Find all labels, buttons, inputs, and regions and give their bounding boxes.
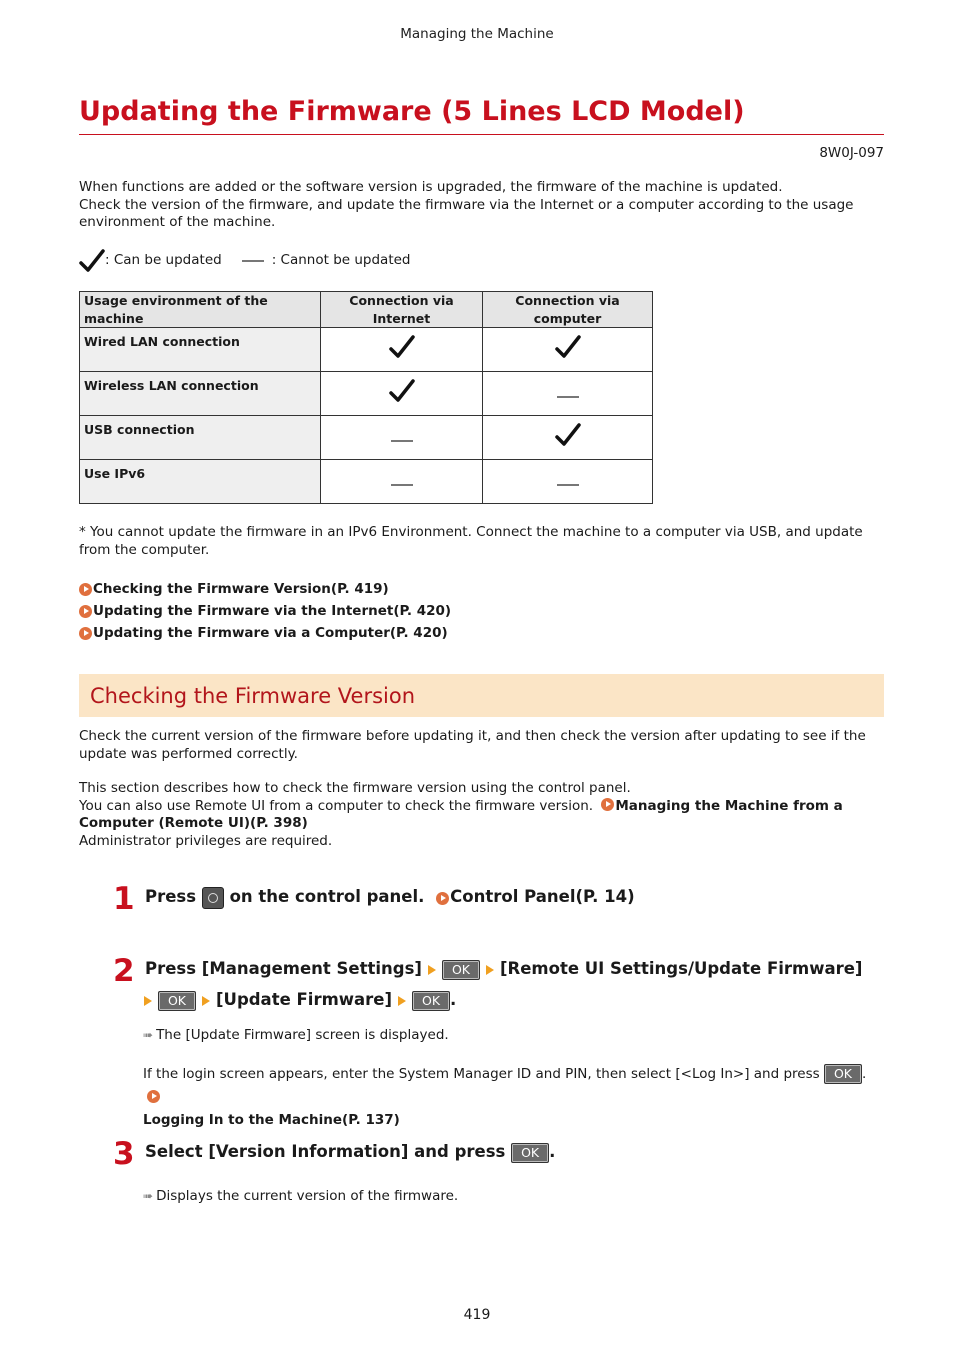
link-update-computer[interactable] (79, 622, 451, 644)
dash-icon (557, 396, 579, 398)
link-arrow-icon (79, 627, 92, 640)
dash-icon (391, 440, 413, 442)
step-number: 1 (113, 881, 135, 917)
check-icon (79, 249, 105, 273)
dash-icon (391, 484, 413, 486)
step-1-text-b: on the control panel. (229, 887, 425, 906)
legend (79, 249, 431, 273)
link-logging-in[interactable]: Logging In to the Machine(P. 137) (143, 1112, 400, 1128)
page-title: Updating the Firmware (5 Lines LCD Model) (79, 96, 745, 127)
title-divider (79, 134, 884, 135)
link-label: Updating the Firmware via the Internet(P. 420) (93, 603, 452, 619)
check-icon (389, 379, 415, 403)
ok-key: OK (158, 991, 196, 1011)
body-line-2 (79, 798, 879, 833)
table-cell (321, 372, 483, 416)
table-cell (483, 372, 653, 416)
result-arrow-icon: ➠ (143, 1189, 154, 1203)
table-cell (483, 416, 653, 460)
section-body (79, 780, 879, 850)
login-note-text: If the login screen appears, enter the System Manager ID and PIN, then select [<Log In>] and press (143, 1066, 820, 1082)
step-2-text-b: [Remote UI Settings/Update Firmware] (499, 959, 863, 978)
dash-icon (557, 484, 579, 486)
table-row (80, 372, 653, 416)
section-title: Checking the Firmware Version (90, 684, 416, 708)
legend-cannot-label: : Cannot be updated (271, 252, 411, 269)
page-number: 419 (463, 1307, 491, 1323)
legend-cannot (242, 252, 411, 270)
table-header: Usage environment of the machine (80, 292, 321, 328)
step-3-end: . (549, 1142, 556, 1161)
table-header-row (80, 292, 653, 328)
link-arrow-icon (147, 1090, 160, 1103)
section-links (79, 578, 451, 644)
table-cell (321, 460, 483, 504)
link-label: Updating the Firmware via a Computer(P. 420) (93, 625, 448, 641)
intro-line-1: When functions are added or the software version is upgraded, the firmware of the machine is updated. (79, 179, 783, 195)
page-header: Managing the Machine (400, 26, 554, 42)
step-2-result-text: The [Update Firmware] screen is displayed. (156, 1027, 449, 1043)
table-cell (483, 460, 653, 504)
row-label: USB connection (80, 416, 321, 460)
login-note (143, 1063, 888, 1132)
ok-key: OK (511, 1143, 549, 1163)
step-3-text (145, 1136, 555, 1167)
table-row (80, 328, 653, 372)
step-3-text-a: Select [Version Information] and press (145, 1142, 506, 1161)
table-cell (321, 328, 483, 372)
step-2-end: . (450, 990, 457, 1009)
step-3-result-text: Displays the current version of the firmware. (156, 1188, 459, 1204)
table-header: Connection via computer (483, 292, 653, 328)
link-arrow-icon (601, 798, 614, 811)
step-2-text (145, 953, 885, 984)
step-number: 3 (113, 1136, 135, 1172)
table-row (80, 460, 653, 504)
body-line-3: Administrator privileges are required. (79, 832, 333, 849)
link-arrow-icon (79, 605, 92, 618)
row-label: Wired LAN connection (80, 328, 321, 372)
arrow-icon (428, 965, 436, 975)
step-1-text (145, 881, 635, 912)
table-cell (483, 328, 653, 372)
check-icon (389, 335, 415, 359)
dash-icon (242, 260, 264, 262)
step-2-text-c: [Update Firmware] (216, 990, 393, 1009)
check-icon (555, 335, 581, 359)
link-arrow-icon (436, 892, 449, 905)
login-note-end: . (861, 1066, 867, 1082)
step-3-result (143, 1188, 458, 1206)
link-control-panel[interactable]: Control Panel(P. 14) (450, 887, 635, 906)
arrow-icon (202, 996, 210, 1006)
step-1-text-a: Press (145, 887, 197, 906)
home-button-icon (202, 887, 224, 909)
document-id: 8W0J-097 (819, 145, 884, 161)
ok-key: OK (412, 991, 450, 1011)
firmware-update-table (79, 291, 653, 504)
section-intro: Check the current version of the firmware before updating it, and then check the version after updating to see if the update was performed correctly. (79, 728, 866, 762)
result-arrow-icon: ➠ (143, 1028, 154, 1042)
link-checking-version[interactable] (79, 578, 451, 600)
legend-can-label: : Can be updated (105, 252, 222, 269)
ok-key: OK (824, 1064, 862, 1084)
link-arrow-icon (79, 583, 92, 596)
step-number: 2 (113, 953, 135, 989)
table-cell (321, 416, 483, 460)
row-label: Use IPv6 (80, 460, 321, 504)
step-2-text-line2 (138, 984, 456, 1015)
section-heading (79, 674, 884, 717)
intro-line-2: Check the version of the firmware, and update the firmware via the Internet or a computer according to the usage environment of the machine. (79, 196, 854, 230)
body-line-2-text: You can also use Remote UI from a computer to check the firmware version. (79, 797, 594, 814)
table-row (80, 416, 653, 460)
check-icon (555, 423, 581, 447)
link-label: Checking the Firmware Version(P. 419) (93, 581, 389, 597)
step-2-result (143, 1027, 449, 1045)
ipv6-note: * You cannot update the firmware in an IPv6 Environment. Connect the machine to a computer via USB, and update from the computer. (79, 524, 863, 558)
arrow-icon (398, 996, 406, 1006)
arrow-icon (144, 996, 152, 1006)
table-header: Connection via Internet (321, 292, 483, 328)
intro-text (79, 179, 879, 232)
row-label: Wireless LAN connection (80, 372, 321, 416)
legend-can (79, 249, 222, 273)
step-2-text-a: Press [Management Settings] (145, 959, 422, 978)
link-remote-ui[interactable]: Managing the Machine from a Computer (Remote UI)(P. 398) (79, 797, 843, 831)
arrow-icon (486, 965, 494, 975)
body-line-1: This section describes how to check the firmware version using the control panel. (79, 780, 631, 796)
link-update-internet[interactable] (79, 600, 451, 622)
ok-key: OK (442, 960, 480, 980)
